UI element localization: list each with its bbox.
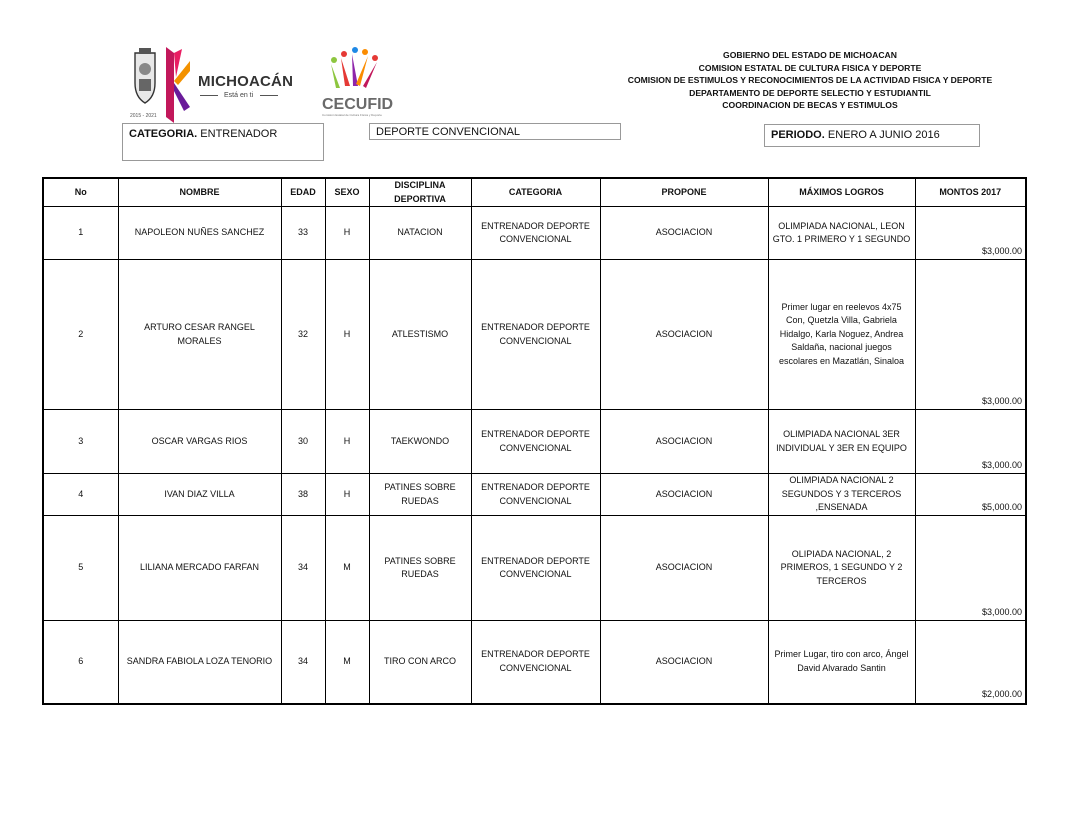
cell-sexo: H — [325, 207, 369, 260]
cell-categoria: ENTRENADOR DEPORTE CONVENCIONAL — [471, 516, 600, 621]
cecufid-logo — [320, 46, 394, 118]
cell-no: 6 — [43, 621, 118, 704]
cell-no: 1 — [43, 207, 118, 260]
cell-sexo: H — [325, 410, 369, 474]
cell-propone: ASOCIACION — [600, 474, 768, 516]
cell-sexo: H — [325, 260, 369, 410]
col-header-propone: PROPONE — [600, 178, 768, 207]
michoacan-tagline: Está en ti — [224, 92, 254, 99]
col-header-no: No — [43, 178, 118, 207]
cell-categoria: ENTRENADOR DEPORTE CONVENCIONAL — [471, 410, 600, 474]
government-heading — [610, 49, 1010, 112]
cell-categoria: ENTRENADOR DEPORTE CONVENCIONAL — [471, 260, 600, 410]
cell-nombre: ARTURO CESAR RANGEL MORALES — [118, 260, 281, 410]
monto-value: $5,000.00 — [981, 501, 1022, 512]
categoria-box — [122, 123, 324, 161]
k-mark-icon — [164, 47, 192, 123]
cell-categoria: ENTRENADOR DEPORTE CONVENCIONAL — [471, 621, 600, 704]
cell-categoria: ENTRENADOR DEPORTE CONVENCIONAL — [471, 474, 600, 516]
cell-propone: ASOCIACION — [600, 260, 768, 410]
col-header-sexo: SEXO — [325, 178, 369, 207]
cell-propone: ASOCIACION — [600, 621, 768, 704]
table-row — [43, 410, 1026, 474]
cell-disciplina: PATINES SOBRE RUEDAS — [369, 474, 471, 516]
cell-logros: OLIMPIADA NACIONAL 3ER INDIVIDUAL Y 3ER EN EQUIPO — [768, 410, 915, 474]
cell-disciplina: PATINES SOBRE RUEDAS — [369, 516, 471, 621]
table-row — [43, 516, 1026, 621]
col-header-nombre: NOMBRE — [118, 178, 281, 207]
cell-edad: 30 — [281, 410, 325, 474]
monto-value: $2,000.00 — [981, 689, 1022, 699]
cell-monto — [915, 410, 1026, 474]
cell-monto — [915, 474, 1026, 516]
deporte-value: DEPORTE CONVENCIONAL — [376, 126, 521, 138]
cell-no: 3 — [43, 410, 118, 474]
cell-monto — [915, 621, 1026, 704]
table-row — [43, 260, 1026, 410]
cell-disciplina: NATACION — [369, 207, 471, 260]
cell-nombre: OSCAR VARGAS RIOS — [118, 410, 281, 474]
periodo-value: ENERO A JUNIO 2016 — [824, 129, 940, 141]
categoria-label: CATEGORIA. — [129, 128, 198, 140]
table-row — [43, 207, 1026, 260]
cell-logros: Primer Lugar, tiro con arco, Ángel David Alvarado Santin — [768, 621, 915, 704]
cell-nombre: SANDRA FABIOLA LOZA TENORIO — [118, 621, 281, 704]
cell-nombre: NAPOLEON NUÑES SANCHEZ — [118, 207, 281, 260]
table-header-row — [43, 178, 1026, 207]
col-header-edad: EDAD — [281, 178, 325, 207]
people-figures-icon — [328, 46, 380, 90]
periodo-box — [764, 124, 980, 147]
deporte-box — [369, 123, 621, 140]
categoria-value: ENTRENADOR — [197, 128, 278, 140]
becas-table — [42, 177, 1027, 705]
cell-nombre: IVAN DIAZ VILLA — [118, 474, 281, 516]
michoacan-wordmark: MICHOACÁN — [198, 73, 294, 90]
cell-logros: OLIMPIADA NACIONAL, LEON GTO. 1 PRIMERO Y 1 SEGUNDO — [768, 207, 915, 260]
michoacan-logo — [130, 45, 294, 125]
cell-logros: Primer lugar en reelevos 4x75 Con, Quetzla Villa, Gabriela Hidalgo, Karla Noguez, Andrea Saldaña, nacional juegos escolares en Mazatlán, Sinaloa — [768, 260, 915, 410]
tagline-rule-left — [200, 95, 218, 96]
cell-monto — [915, 207, 1026, 260]
monto-value: $3,000.00 — [981, 459, 1022, 470]
cell-propone: ASOCIACION — [600, 516, 768, 621]
cell-edad: 33 — [281, 207, 325, 260]
cell-nombre: LILIANA MERCADO FARFAN — [118, 516, 281, 621]
cell-no: 2 — [43, 260, 118, 410]
monto-value: $3,000.00 — [981, 606, 1022, 617]
col-header-categoria: CATEGORIA — [471, 178, 600, 207]
cell-disciplina: ATLESTISMO — [369, 260, 471, 410]
col-header-logros: MÁXIMOS LOGROS — [768, 178, 915, 207]
cell-logros: OLIMPIADA NACIONAL 2 SEGUNDOS Y 3 TERCEROS ,ENSENADA — [768, 474, 915, 516]
tagline-rule-right — [260, 95, 278, 96]
cell-disciplina: TAEKWONDO — [369, 410, 471, 474]
logo-years: 2015 - 2021 — [130, 113, 157, 119]
cell-disciplina: TIRO CON ARCO — [369, 621, 471, 704]
monto-value: $3,000.00 — [981, 395, 1022, 406]
cell-edad: 32 — [281, 260, 325, 410]
col-header-disciplina: DISCIPLINA DEPORTIVA — [369, 178, 471, 207]
cecufid-wordmark: CECUFID — [322, 96, 394, 113]
cell-edad: 34 — [281, 516, 325, 621]
cell-monto — [915, 516, 1026, 621]
col-header-montos: MONTOS 2017 — [915, 178, 1026, 207]
coat-of-arms-icon — [132, 47, 158, 105]
cell-sexo: H — [325, 474, 369, 516]
gov-line-5: COORDINACION DE BECAS Y ESTIMULOS — [722, 100, 898, 110]
cell-no: 4 — [43, 474, 118, 516]
monto-value: $3,000.00 — [981, 245, 1022, 256]
gov-line-1: GOBIERNO DEL ESTADO DE MICHOACAN — [723, 50, 897, 60]
cecufid-subtitle: Comisión Estatal de Cultura Física y Deporte — [322, 113, 382, 117]
cell-monto — [915, 260, 1026, 410]
table-row — [43, 474, 1026, 516]
cell-edad: 34 — [281, 621, 325, 704]
cell-sexo: M — [325, 516, 369, 621]
gov-line-2: COMISION ESTATAL DE CULTURA FISICA Y DEPORTE — [698, 62, 922, 73]
cell-no: 5 — [43, 516, 118, 621]
cell-categoria: ENTRENADOR DEPORTE CONVENCIONAL — [471, 207, 600, 260]
gov-line-3: COMISION DE ESTIMULOS Y RECONOCIMIENTOS DE LA ACTIVIDAD FISICA Y DEPORTE — [627, 75, 993, 85]
cell-sexo: M — [325, 621, 369, 704]
periodo-label: PERIODO. — [771, 129, 825, 141]
cell-logros: OLIPIADA NACIONAL, 2 PRIMEROS, 1 SEGUNDO Y 2 TERCEROS — [768, 516, 915, 621]
cell-propone: ASOCIACION — [600, 410, 768, 474]
gov-line-4: DEPARTAMENTO DE DEPORTE SELECTIO Y ESTUDIANTIL — [689, 87, 931, 98]
cell-edad: 38 — [281, 474, 325, 516]
cell-propone: ASOCIACION — [600, 207, 768, 260]
table-row — [43, 621, 1026, 704]
